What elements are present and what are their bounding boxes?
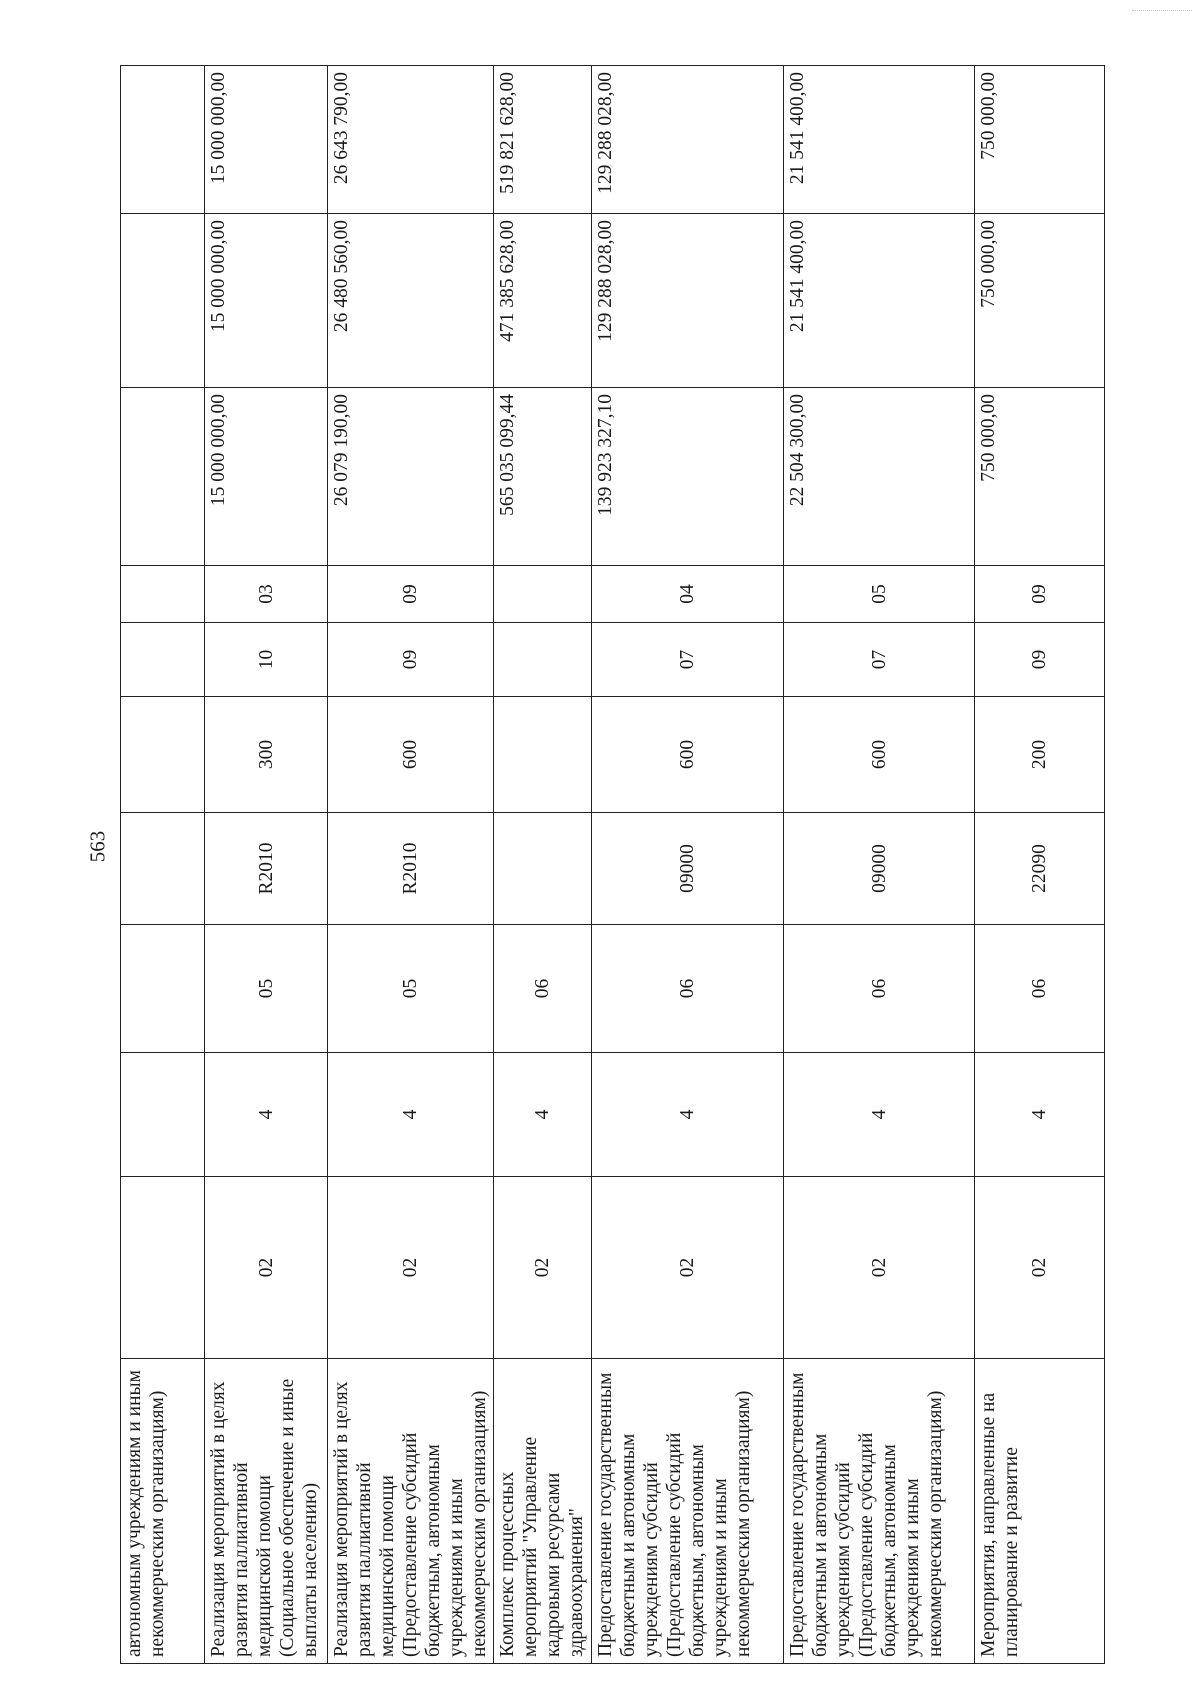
cell-code-1: 02 xyxy=(494,1177,592,1359)
cell-sum-1: 26 079 190,00 xyxy=(328,388,494,566)
budget-table xyxy=(120,65,1105,1664)
cell-sum-2: 750 000,00 xyxy=(975,214,1105,388)
cell-sum-3: 129 288 028,00 xyxy=(592,66,784,214)
cell-code-5: 600 xyxy=(784,697,975,813)
cell-description: Комплекс процессных мероприятий "Управление кадровыми ресурсами здравоохранения" xyxy=(494,1359,592,1664)
cell-sum-2: 15 000 000,00 xyxy=(205,214,328,388)
cell-code-5: 600 xyxy=(592,697,784,813)
cell-description: Реализация мероприятий в целях развития паллиативной медицинской помощи (Социальное обеспечение и иные выплаты населению) xyxy=(205,1359,328,1664)
cell-description: Реализация мероприятий в целях развития паллиативной медицинской помощи (Предоставление субсидий бюджетным, автономным учреждениям и иным некоммерческим организациям) xyxy=(328,1359,494,1664)
cell-description: Предоставление государственным бюджетным и автономным учреждениям субсидий (Предоставление субсидий бюджетным, автономным учреждениям и иным некоммерческим организациям) xyxy=(784,1359,975,1664)
cell-sum-3: 519 821 628,00 xyxy=(494,66,592,214)
table-row xyxy=(494,66,592,1664)
cell-description: Предоставление государственным бюджетным и автономным учреждениям субсидий (Предоставление субсидий бюджетным, автономным учреждениям и иным некоммерческим организациям) xyxy=(592,1359,784,1664)
cell-sum-2: 129 288 028,00 xyxy=(592,214,784,388)
cell-code-4: 09000 xyxy=(784,813,975,925)
cell-code-3: 06 xyxy=(975,925,1105,1053)
cell-code-1: 02 xyxy=(328,1177,494,1359)
table-row xyxy=(975,66,1105,1664)
cell-code-5: 300 xyxy=(205,697,328,813)
cell-sum-2 xyxy=(121,214,205,388)
cell-sum-1: 565 035 099,44 xyxy=(494,388,592,566)
cell-code-1 xyxy=(121,1177,205,1359)
cell-code-3: 06 xyxy=(494,925,592,1053)
cell-code-6: 09 xyxy=(328,623,494,697)
cell-sum-1: 139 923 327,10 xyxy=(592,388,784,566)
cell-sum-3: 750 000,00 xyxy=(975,66,1105,214)
cell-sum-3: 15 000 000,00 xyxy=(205,66,328,214)
cell-code-7 xyxy=(494,566,592,623)
cell-code-6 xyxy=(494,623,592,697)
cell-code-2: 4 xyxy=(784,1053,975,1177)
cell-code-1: 02 xyxy=(205,1177,328,1359)
cell-code-3: 05 xyxy=(205,925,328,1053)
cell-sum-2: 26 480 560,00 xyxy=(328,214,494,388)
cell-code-7: 09 xyxy=(328,566,494,623)
cell-code-7: 05 xyxy=(784,566,975,623)
cell-code-1: 02 xyxy=(975,1177,1105,1359)
cell-code-4: 09000 xyxy=(592,813,784,925)
cell-code-3: 06 xyxy=(784,925,975,1053)
cell-code-5 xyxy=(121,697,205,813)
cell-code-7: 09 xyxy=(975,566,1105,623)
cell-description: Мероприятия, направленные на планирование и развитие xyxy=(975,1359,1105,1664)
cell-code-7: 04 xyxy=(592,566,784,623)
cell-code-5: 600 xyxy=(328,697,494,813)
cell-sum-2: 471 385 628,00 xyxy=(494,214,592,388)
cell-code-6 xyxy=(121,623,205,697)
page-number: 563 xyxy=(85,830,110,863)
cell-code-2 xyxy=(121,1053,205,1177)
cell-sum-1 xyxy=(121,388,205,566)
cell-code-4 xyxy=(494,813,592,925)
cell-code-7 xyxy=(121,566,205,623)
cell-sum-3 xyxy=(121,66,205,214)
table-body xyxy=(121,66,1105,1664)
cell-code-6: 10 xyxy=(205,623,328,697)
cell-code-6: 09 xyxy=(975,623,1105,697)
cell-sum-3: 26 643 790,00 xyxy=(328,66,494,214)
cell-code-1: 02 xyxy=(784,1177,975,1359)
cell-code-2: 4 xyxy=(494,1053,592,1177)
cell-code-3: 06 xyxy=(592,925,784,1053)
cell-code-1: 02 xyxy=(592,1177,784,1359)
cell-code-2: 4 xyxy=(975,1053,1105,1177)
scan-speck xyxy=(1132,10,1192,12)
cell-code-6: 07 xyxy=(784,623,975,697)
table-row xyxy=(205,66,328,1664)
table-row xyxy=(328,66,494,1664)
cell-code-5 xyxy=(494,697,592,813)
cell-code-3: 05 xyxy=(328,925,494,1053)
cell-description: автономным учреждениям и иным некоммерческим организациям) xyxy=(121,1359,205,1664)
cell-sum-1: 750 000,00 xyxy=(975,388,1105,566)
table-row xyxy=(121,66,205,1664)
cell-code-4: R2010 xyxy=(328,813,494,925)
cell-code-2: 4 xyxy=(205,1053,328,1177)
cell-code-4: R2010 xyxy=(205,813,328,925)
cell-code-4: 22090 xyxy=(975,813,1105,925)
cell-code-2: 4 xyxy=(328,1053,494,1177)
table-row xyxy=(784,66,975,1664)
budget-table-wrapper xyxy=(120,66,1100,1664)
cell-code-6: 07 xyxy=(592,623,784,697)
cell-code-7: 03 xyxy=(205,566,328,623)
cell-code-2: 4 xyxy=(592,1053,784,1177)
cell-sum-2: 21 541 400,00 xyxy=(784,214,975,388)
cell-code-5: 200 xyxy=(975,697,1105,813)
cell-sum-1: 15 000 000,00 xyxy=(205,388,328,566)
cell-sum-3: 21 541 400,00 xyxy=(784,66,975,214)
cell-code-3 xyxy=(121,925,205,1053)
cell-sum-1: 22 504 300,00 xyxy=(784,388,975,566)
table-row xyxy=(592,66,784,1664)
cell-code-4 xyxy=(121,813,205,925)
